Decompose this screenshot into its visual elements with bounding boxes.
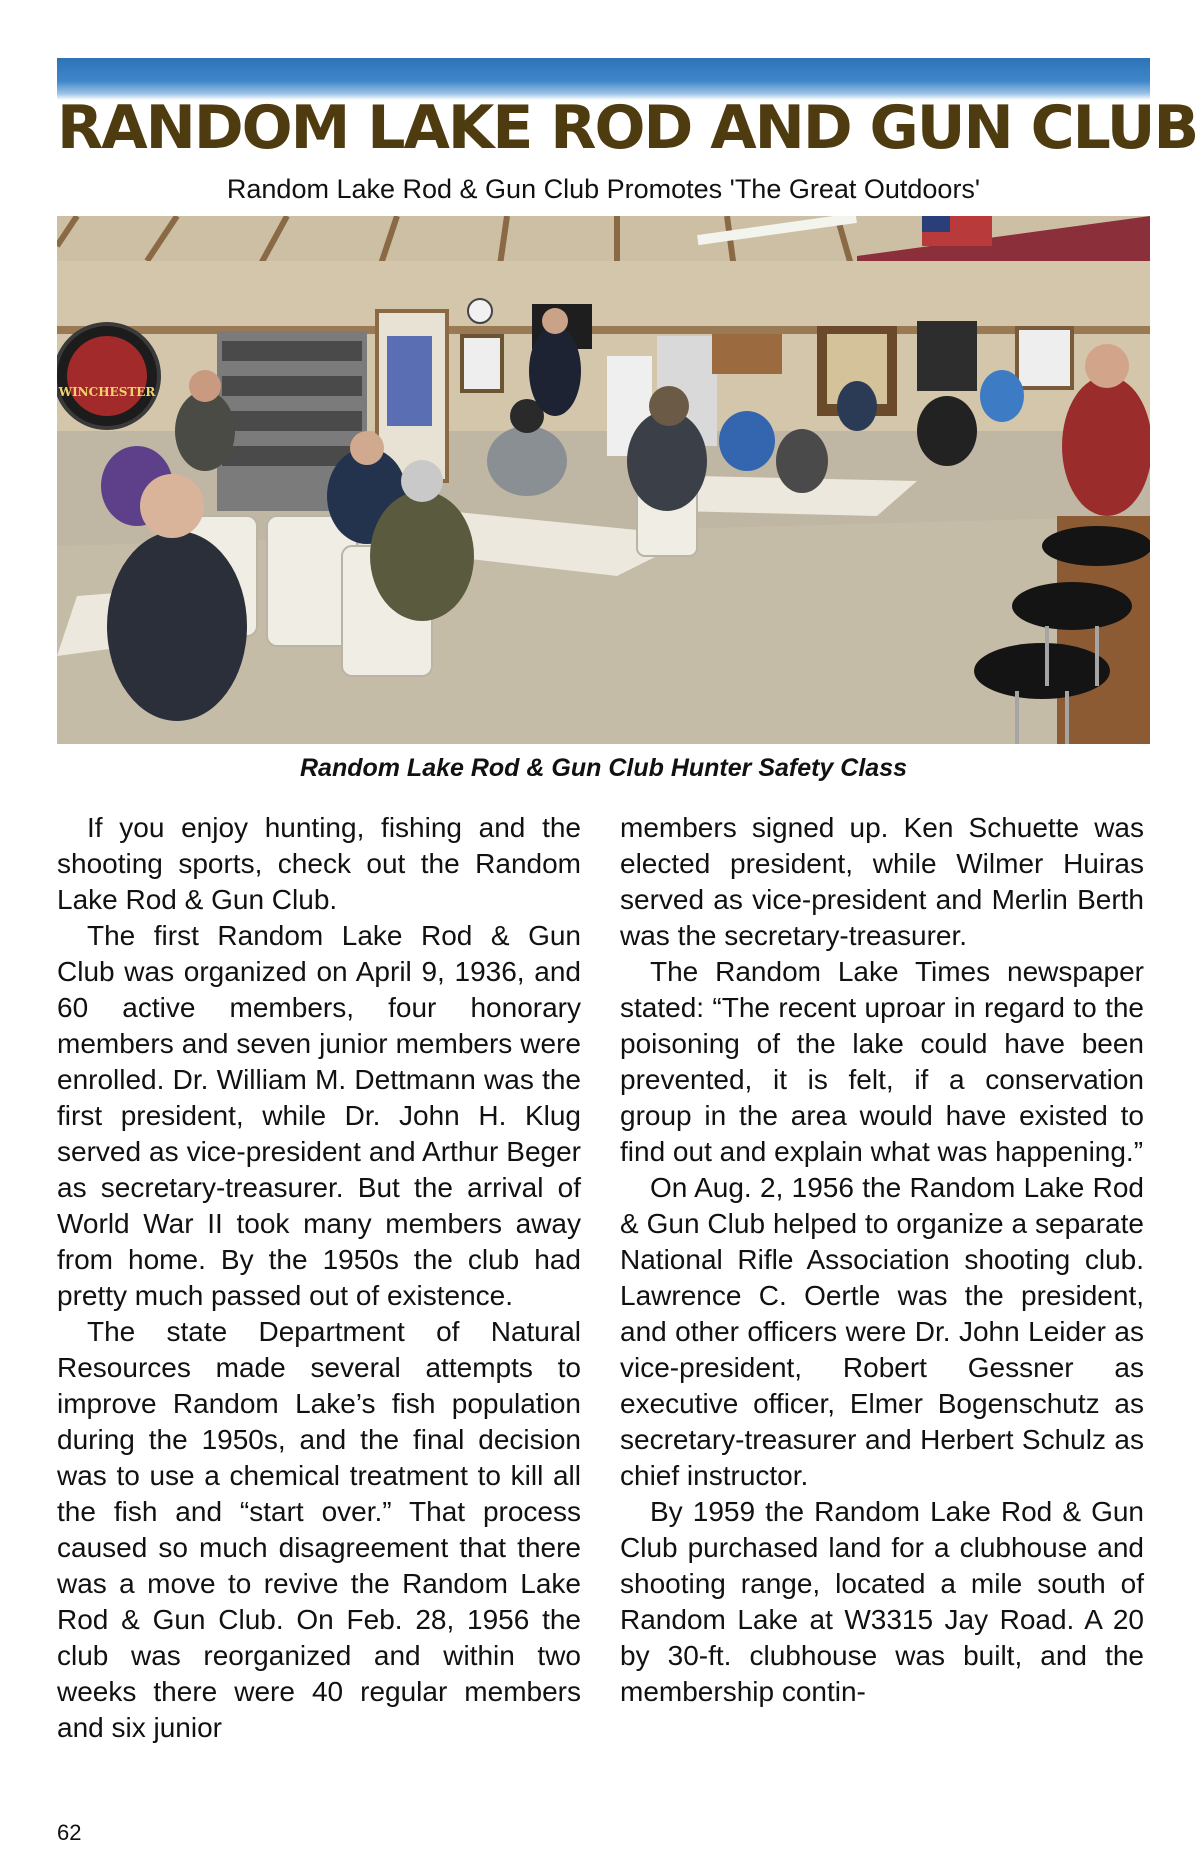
article-column-left <box>57 810 581 1746</box>
article-paragraph: The Random Lake Times newspaper stated: “The recent uproar in regard to the poisoning of the lake could have been prevented, it is felt, if a conservation group in the area would have existed to find out and explain what was happening.” <box>620 956 1144 1167</box>
hunter-safety-class-photo <box>57 216 1150 744</box>
article-paragraph: The state Department of Natural Resources made several attempts to improve Random Lake’s fish population during the 1950s, and the final decision was to use a chemical treatment to kill all the fish and “start over.” That process caused so much disagreement that there was a move to revive the Random Lake Rod & Gun Club. On Feb. 28, 1956 the club was reorganized and within two weeks there were 40 regular members and six junior <box>57 1316 581 1743</box>
article-paragraph: By 1959 the Random Lake Rod & Gun Club purchased land for a clubhouse and shooting range, located a mile south of Random Lake at W3315 Jay Road. A 20 by 30-ft. clubhouse was built, and the membership contin- <box>620 1496 1144 1707</box>
page-subtitle: Random Lake Rod & Gun Club Promotes 'The Great Outdoors' <box>226 174 981 204</box>
photo-caption: Random Lake Rod & Gun Club Hunter Safety Class <box>299 754 908 782</box>
article-paragraph-continued: members signed up. Ken Schuette was elected president, while Wilmer Huiras served as vice-president and Merlin Berth was the secretary-treasurer. <box>620 812 1144 951</box>
winchester-sign-text: WINCHESTER <box>58 385 156 399</box>
article-paragraph: On Aug. 2, 1956 the Random Lake Rod & Gun Club helped to organize a separate National Rifle Association shooting club. Lawrence C. Oertle was the president, and other officers were Dr. John Leider as vice-president, Robert Gessner as executive officer, Elmer Bogenschutz as secretary-treasurer and Herbert Schulz as chief instructor. <box>620 1172 1144 1491</box>
article-column-right <box>620 810 1144 1710</box>
article-paragraph: If you enjoy hunting, fishing and the shooting sports, check out the Random Lake Rod & Gun Club. <box>57 812 581 915</box>
article-paragraph: The first Random Lake Rod & Gun Club was organized on April 9, 1936, and 60 active members, four honorary members and seven junior members were enrolled. Dr. William M. Dettmann was the first president, while Dr. John H. Klug served as vice-president and Arthur Beger as secretary-treasurer. But the arrival of World War II took many members away from home. By the 1950s the club had pretty much passed out of existence. <box>57 920 581 1311</box>
page-number: 62 <box>57 1820 82 1845</box>
page-title: RANDOM LAKE ROD AND GUN CLUB <box>57 93 1198 163</box>
